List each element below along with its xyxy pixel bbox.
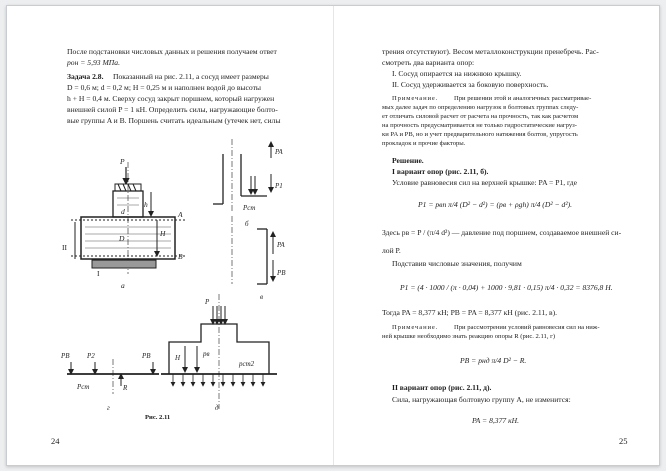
left-page (7, 6, 333, 465)
note-line: прокладок и прочие факторы. (382, 140, 466, 147)
task-line: h + H = 0,4 м. Сверху сосуд закрыт поршнем, который нагружен (67, 94, 275, 103)
bottom-g-labels (60, 352, 151, 412)
task-line: D = 0,6 м; d = 0,2 м; H = 0,25 м и наполнен водой до высоты (67, 83, 262, 92)
label-pb-g2: PB (142, 352, 151, 360)
label-pcr-g: Pст (77, 383, 90, 391)
page-number-left: 24 (51, 436, 60, 446)
bolt-diagram-v (232, 216, 273, 284)
variant-2-heading: II вариант опор (рис. 2.11, д). (392, 383, 492, 392)
task-line: внешней силой P = 1 кН. Определить силы, нагружающие болто- (67, 105, 278, 114)
equation-4: PA = 8,377 кН. (472, 416, 520, 425)
note-line: мых далее задач по определению нагрузок в болтовых группах следу- (382, 104, 579, 111)
label-pa-v: PA (277, 241, 285, 249)
label-p1: P1 (275, 182, 283, 190)
note-line: на прочность предусматривается не только гидростатические нагруз- (382, 122, 577, 129)
subfig-b: б (245, 220, 249, 228)
pressure-text: Здесь pв = P / (π/4 d²) — давление под поршнем, создаваемое внешней си- (382, 228, 622, 237)
variant-ii-line: II. Сосуд удерживается за боковую поверхность. (392, 80, 549, 89)
variant-2-line: Сила, нагружающая болтовую группу A, не изменится: (392, 395, 571, 404)
equation-1: P1 = pвп π/4 (D² − d²) = (pв + ρgh) π/4 (D² − d²). (418, 200, 573, 209)
cont-line: трения отсутствуют). Весом металлоконструкции пренебречь. Рас- (382, 47, 599, 56)
pressure-text-cont: лой P. (382, 246, 401, 255)
note-label: Примечание. (392, 95, 439, 102)
equilibrium-intro: Условие равновесия сил на верхней крышке: PA = P1, где (392, 178, 578, 187)
subfig-a: а (121, 281, 125, 290)
label-pb-v: PB (277, 269, 286, 277)
variant-1-heading: I вариант опор (рис. 2.11, б). (392, 167, 489, 176)
answer-line: pон = 5,93 МПа. (67, 58, 120, 67)
intro-line: После подстановки числовых данных и решения получаем ответ (67, 47, 277, 56)
cover-diagram-b (213, 139, 271, 212)
label-a: A (178, 210, 183, 219)
result-line: Тогда PA = 8,377 кН; PB = PA = 8,377 кН (рис. 2.11, в). (382, 308, 558, 317)
solution-label: Решение. (392, 156, 424, 165)
note-line: ет отличать силовой расчет от расчета на прочность, так как расчетом (382, 113, 579, 120)
label-d: d (121, 207, 125, 216)
subfig-d: д (215, 404, 219, 412)
label-p2: P2 (87, 352, 95, 360)
equation-3: PB = pнд π/4 D² − R. (460, 356, 527, 365)
vessel-d-labels (174, 298, 255, 412)
vessel-a-labels (62, 157, 183, 290)
vessel-diagram-d (161, 294, 277, 409)
substitute-text: Подставив числовые значения, получим (392, 259, 522, 268)
task-line: вые группы A и B. Поршень считать идеальным (утечек нет, силы (67, 116, 281, 125)
page-number-right: 25 (619, 436, 628, 446)
label-p-d: P (205, 298, 210, 306)
label-r: R (123, 384, 128, 392)
label-h: h (144, 200, 148, 209)
note2-line: При рассмотрении условий равновесия сил на ниж- (454, 324, 600, 331)
task-heading: Задача 2.8. (67, 72, 104, 81)
figure-2-11 (57, 134, 327, 419)
label-h-d: H (175, 354, 181, 362)
label-pcr2: pст2 (239, 360, 255, 368)
note2-label: Примечание. (392, 324, 439, 331)
cover-b-labels (242, 148, 283, 228)
subfig-g: г (107, 404, 110, 412)
label-d-upper: D (119, 234, 125, 243)
label-pa: PA (275, 148, 283, 156)
label-pb-d: pв (203, 350, 210, 358)
book-spread (6, 5, 660, 466)
note2-line: ней крышке необходимо знать реакцию опоры R (рис. 2.11, г) (382, 333, 556, 340)
equation-2: P1 = (4 · 1000 / (π · 0,04) + 1000 · 9,81 · 0,15) π/4 · 0,32 = 8376,8 Н. (400, 283, 613, 292)
right-page (334, 6, 659, 465)
label-pb-g: PB (61, 352, 70, 360)
cont-line: смотреть два варианта опор: (382, 58, 475, 67)
label-i: I (97, 269, 100, 278)
label-b: B (178, 252, 183, 261)
label-p: P (120, 157, 125, 166)
note-line: При решении этой и аналогичных рассматривае- (454, 95, 592, 102)
note-line: ки PA и PB, но и учет предварительного натяжения болтов, упругость (382, 131, 578, 138)
task-line: Показанный на рис. 2.11, а сосуд имеет размеры (113, 72, 269, 81)
vessel-diagram-a (71, 162, 185, 274)
variant-i-line: I. Сосуд опирается на нижнюю крышку. (392, 69, 522, 78)
figure-caption: Рис. 2.11 (145, 414, 171, 421)
label-ii: II (62, 243, 67, 252)
label-pct: Pст (243, 204, 256, 212)
subfig-v: в (260, 293, 264, 301)
label-h-upper: H (160, 229, 166, 238)
